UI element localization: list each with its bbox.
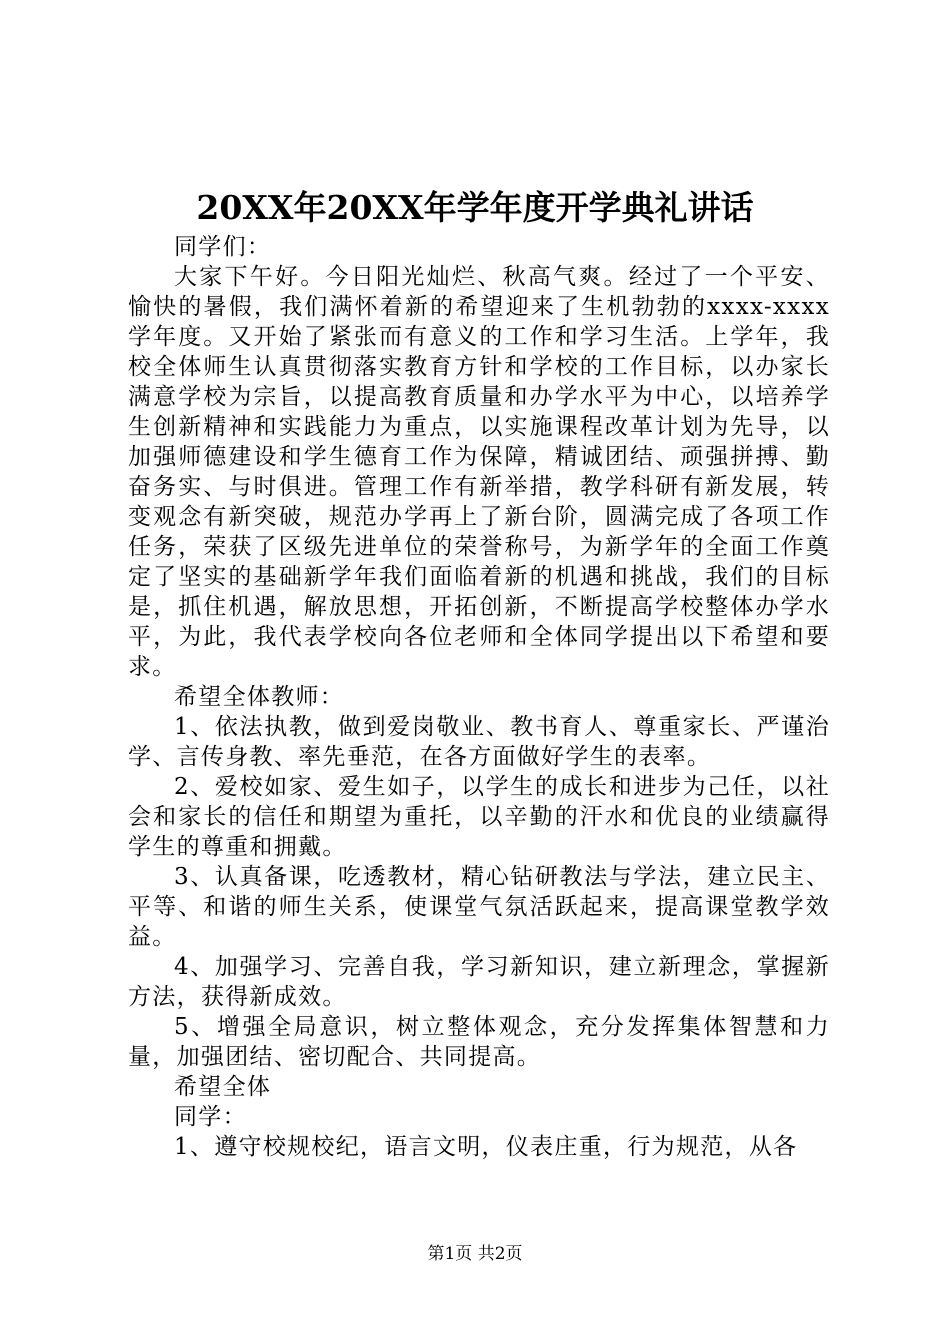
teacher-item-4: 4、加强学习、完善自我，学习新知识，建立新理念，掌握新方法，获得新成效。 bbox=[128, 954, 830, 1010]
greeting-paragraph: 同学们： bbox=[174, 234, 272, 260]
student-item-1: 1、遵守校规校纪，语言文明，仪表庄重，行为规范，从各 bbox=[174, 1134, 798, 1160]
page-footer: 第1页 共2页 bbox=[427, 1244, 523, 1264]
document-body bbox=[128, 232, 830, 1162]
teachers-heading: 希望全体教师： bbox=[174, 684, 345, 710]
teacher-item-5: 5、增强全局意识，树立整体观念，充分发挥集体智慧和力量，加强团结、密切配合、共同提高。 bbox=[128, 1014, 830, 1070]
intro-paragraph: 大家下午好。今日阳光灿烂、秋高气爽。经过了一个平安、愉快的暑假，我们满怀着新的希望迎来了生机勃勃的xxxx-xxxx学年度。又开始了紧张而有意义的工作和学习生活。上学年，我校全体师生认真贯彻落实教育方针和学校的工作目标，以办家长满意学校为宗旨，以提高教育质量和办学水平为中心，以培养学生创新精神和实践能力为重点，以实施课程改革计划为先导，以加强师德建设和学生德育工作为保障，精诚团结、顽强拼搏、勤奋务实、与时俱进。管理工作有新举措，教学科研有新发展，转变观念有新突破，规范办学再上了新台阶，圆满完成了各项工作任务，荣获了区级先进单位的荣誉称号，为新学年的全面工作奠定了坚实的基础新学年我们面临着新的机遇和挑战，我们的目标是，抓住机遇，解放思想，开拓创新，不断提高学校整体办学水平，为此，我代表学校向各位老师和全体同学提出以下希望和要求。 bbox=[128, 264, 830, 680]
document-title: 20XX年20XX年学年度开学典礼讲话 bbox=[196, 188, 754, 227]
students-heading-part-1: 希望全体 bbox=[174, 1074, 272, 1100]
students-heading-part-2: 同学： bbox=[174, 1104, 247, 1130]
teacher-item-3: 3、认真备课，吃透教材，精心钻研教法与学法，建立民主、平等、和谐的师生关系，使课堂气氛活跃起来，提高课堂教学效益。 bbox=[128, 864, 830, 950]
teacher-item-1: 1、依法执教，做到爱岗敬业、教书育人、尊重家长、严谨治学、言传身教、率先垂范，在各方面做好学生的表率。 bbox=[128, 714, 830, 770]
teacher-item-2: 2、爱校如家、爱生如子，以学生的成长和进步为己任，以社会和家长的信任和期望为重托，以辛勤的汗水和优良的业绩赢得学生的尊重和拥戴。 bbox=[128, 774, 830, 860]
